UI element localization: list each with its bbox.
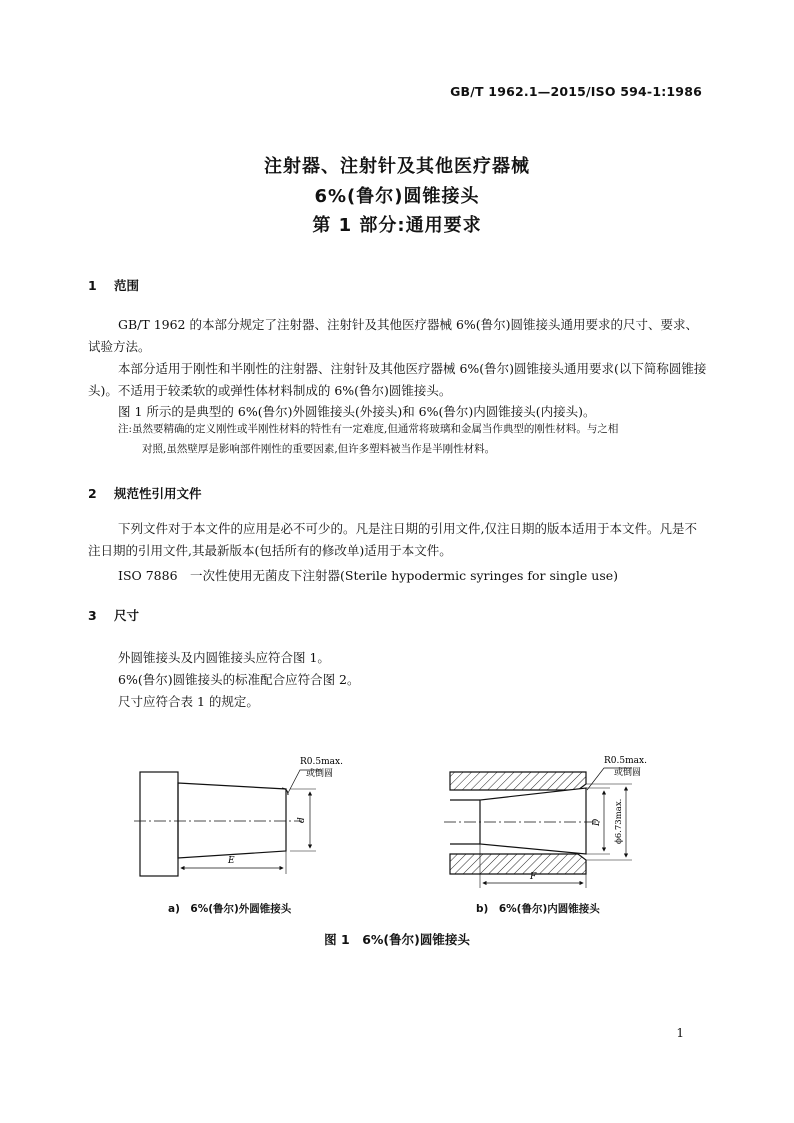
paragraph-text: 本部分适用于刚性和半刚性的注射器、注射针及其他医疗器械 6%(鲁尔)圆锥接头通用要求(以下简称圆锥接头)。不适用于较柔软的或弹性体材料制成的 6%(鲁尔)圆锥接头。 (88, 361, 707, 398)
section-number: 1 (88, 278, 97, 293)
paragraph-text: GB/T 1962 的本部分规定了注射器、注射针及其他医疗器械 6%(鲁尔)圆锥接头通用要求的尺寸、要求、试验方法。 (88, 317, 699, 354)
lower-wall-section (450, 854, 586, 874)
section-1-paragraph-1 (88, 314, 708, 358)
b-dim-D-label: D (592, 818, 602, 826)
female-cone-bore (480, 788, 586, 854)
note-text-2: 对照,虽然壁厚是影响部件刚性的重要因素,但许多塑料被当作是半刚性材料。 (142, 443, 496, 455)
note-label: 注: (118, 423, 133, 435)
a-radius-note: R0.5max. (300, 757, 343, 767)
b-radius-note-2: 或倒圆 (614, 768, 642, 778)
title-line-2: 6%(鲁尔)圆锥接头 (314, 186, 480, 207)
section-3-line-1: 外圆锥接头及内圆锥接头应符合图 1。 (118, 650, 330, 665)
fitting-body (140, 772, 178, 876)
female-conical-fitting-drawing (444, 768, 632, 888)
note-text-1: 虽然要精确的定义刚性或半刚性材料的特性有一定难度,但通常将玻璃和金属当作典型的刚性材料。与之相 (132, 423, 619, 435)
section-2-heading (88, 484, 202, 502)
b-dim-phi-label: ϕ6.73max. (614, 798, 624, 844)
figure-1-drawings (120, 750, 680, 910)
section-title: 尺寸 (114, 608, 140, 623)
paragraph-text: 图 1 所示的是典型的 6%(鲁尔)外圆锥接头(外接头)和 6%(鲁尔)内圆锥接头(内接头)。 (118, 404, 596, 419)
upper-wall-section (450, 772, 586, 790)
section-1-paragraph-2 (88, 358, 708, 402)
section-title: 范围 (114, 278, 140, 293)
section-2-paragraph-1 (88, 518, 708, 562)
figure-1b-caption: b) 6%(鲁尔)内圆锥接头 (476, 903, 600, 915)
section-number: 3 (88, 608, 97, 623)
section-1-note (118, 419, 713, 459)
normative-reference: ISO 7886 一次性使用无菌皮下注射器(Sterile hypodermic syringes for single use) (118, 568, 619, 583)
section-3-line-2: 6%(鲁尔)圆锥接头的标准配合应符合图 2。 (118, 672, 360, 687)
section-1-heading (88, 276, 139, 294)
a-radius-note-2: 或倒圆 (306, 769, 334, 779)
section-3-line-3: 尺寸应符合表 1 的规定。 (118, 694, 259, 709)
section-3-heading (88, 606, 139, 624)
section-title: 规范性引用文件 (114, 486, 202, 501)
title-line-1: 注射器、注射针及其他医疗器械 (264, 156, 530, 177)
figure-1a-caption: a) 6%(鲁尔)外圆锥接头 (168, 903, 292, 915)
a-dim-d-label: d (297, 817, 307, 823)
title-line-3: 第 1 部分:通用要求 (312, 215, 482, 236)
b-radius-note: R0.5max. (604, 756, 647, 766)
a-dim-E-label: E (228, 856, 235, 866)
b-dim-F-label: F (530, 872, 537, 882)
section-number: 2 (88, 486, 97, 501)
paragraph-text: 下列文件对于本文件的应用是必不可少的。凡是注日期的引用文件,仅注日期的版本适用于本文件。凡是不注日期的引用文件,其最新版本(包括所有的修改单)适用于本文件。 (88, 521, 697, 558)
page-number: 1 (676, 1026, 684, 1040)
figure-1-caption: 图 1 6%(鲁尔)圆锥接头 (324, 932, 470, 947)
standard-code: GB/T 1962.1—2015/ISO 594-1:1986 (450, 84, 702, 99)
male-cone-profile (178, 783, 286, 858)
